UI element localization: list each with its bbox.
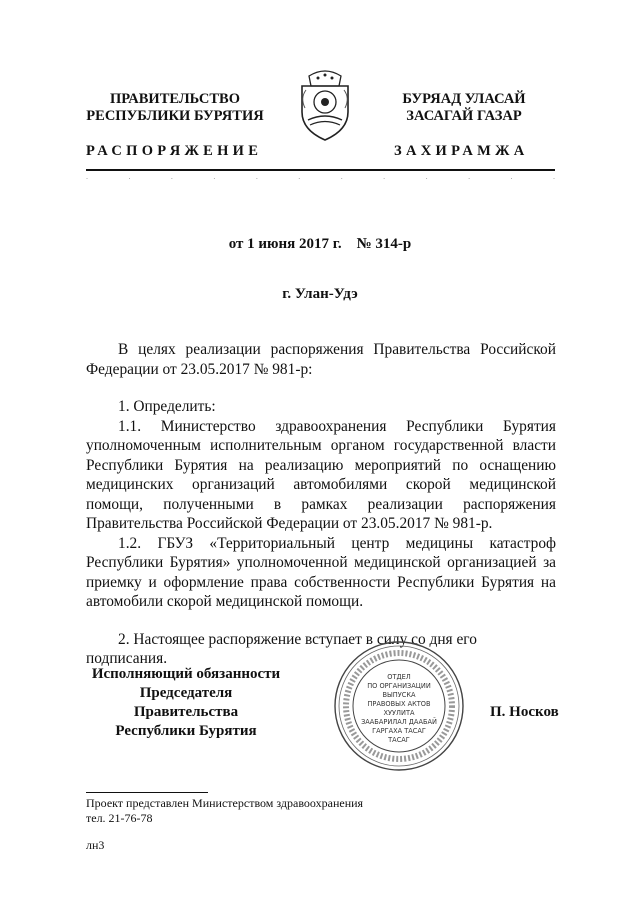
signatory-title-line2: Председателя Правительства <box>133 685 239 720</box>
item-1-1: 1.1. Министерство здравоохранения Республики Бурятия уполномоченным исполнительным органом государственной власти Республики Бурятия на реализацию мероприятий по оснащению медицинских организаций автомобилями скорой медицинской помощи, полученными в рамках реализации распоряжения Правительства Российской Федерации от 23.05.2017 № 981-р. <box>86 417 556 532</box>
stamp-line-5: ЗААБАРИЛАЛ ДААБАЙ <box>361 718 437 726</box>
header-left-line1: ПРАВИТЕЛЬСТВО <box>110 91 240 107</box>
footnote-line1: Проект представлен Министерством здравоохранения <box>86 796 364 810</box>
date-number: от 1 июня 2017 г. № 314-р <box>228 236 412 252</box>
doc-type-right: ЗАХИРАМЖА <box>394 143 529 159</box>
header-right <box>384 91 544 125</box>
signatory-name: П. Носков <box>490 704 559 720</box>
stamp-line-7: ТАСАГ <box>388 736 410 744</box>
signatory-title-line1: Исполняющий обязанности <box>91 666 281 682</box>
city: г. Улан-Удэ <box>282 286 358 302</box>
header-divider <box>86 169 555 171</box>
footnote-divider <box>86 792 208 793</box>
stamp-line-2: ВЫПУСКА <box>382 691 416 699</box>
header-dot-row: . . . . . . . . . . . . <box>86 172 555 181</box>
doc-type-left: РАСПОРЯЖЕНИЕ <box>86 143 263 159</box>
signatory-title-line3: Республики Бурятия <box>115 723 257 739</box>
header-right-line1: БУРЯАД УЛАСАЙ <box>402 91 526 107</box>
stamp-line-1: ПО ОРГАНИЗАЦИИ <box>367 682 431 690</box>
signatory-title <box>86 665 286 741</box>
item-1: 1. Определить: <box>118 398 216 415</box>
item-2: 2. Настоящее распоряжение вступает в силу со дня его подписания. <box>86 630 477 667</box>
body-text <box>86 340 556 669</box>
stamp-line-4: ХУУЛИТА <box>383 709 415 717</box>
footnote-line2: тел. 21-76-78 <box>86 811 153 825</box>
coat-of-arms-icon <box>296 68 354 142</box>
official-stamp-icon <box>332 639 466 773</box>
stamp-line-3: ПРАВОВЫХ АКТОВ <box>367 700 431 708</box>
header-left <box>86 91 264 125</box>
footnote-line3: лн3 <box>86 838 105 852</box>
intro-paragraph: В целях реализации распоряжения Правительства Российской Федерации от 23.05.2017 № 981-р: <box>86 341 556 378</box>
header-right-line2: ЗАСАГАЙ ГАЗАР <box>406 108 522 124</box>
stamp-line-6: ГАРГАХА ТАСАГ <box>372 727 426 735</box>
item-1-2: 1.2. ГБУЗ «Территориальный центр медицины катастроф Республики Бурятия» уполномоченной медицинской организацией за приемку и оформление права собственности Республики Бурятия на автомобили скорой медицинской помощи. <box>86 534 556 610</box>
stamp-line-0: ОТДЕЛ <box>387 673 411 681</box>
header-left-line2: РЕСПУБЛИКИ БУРЯТИЯ <box>86 108 264 124</box>
